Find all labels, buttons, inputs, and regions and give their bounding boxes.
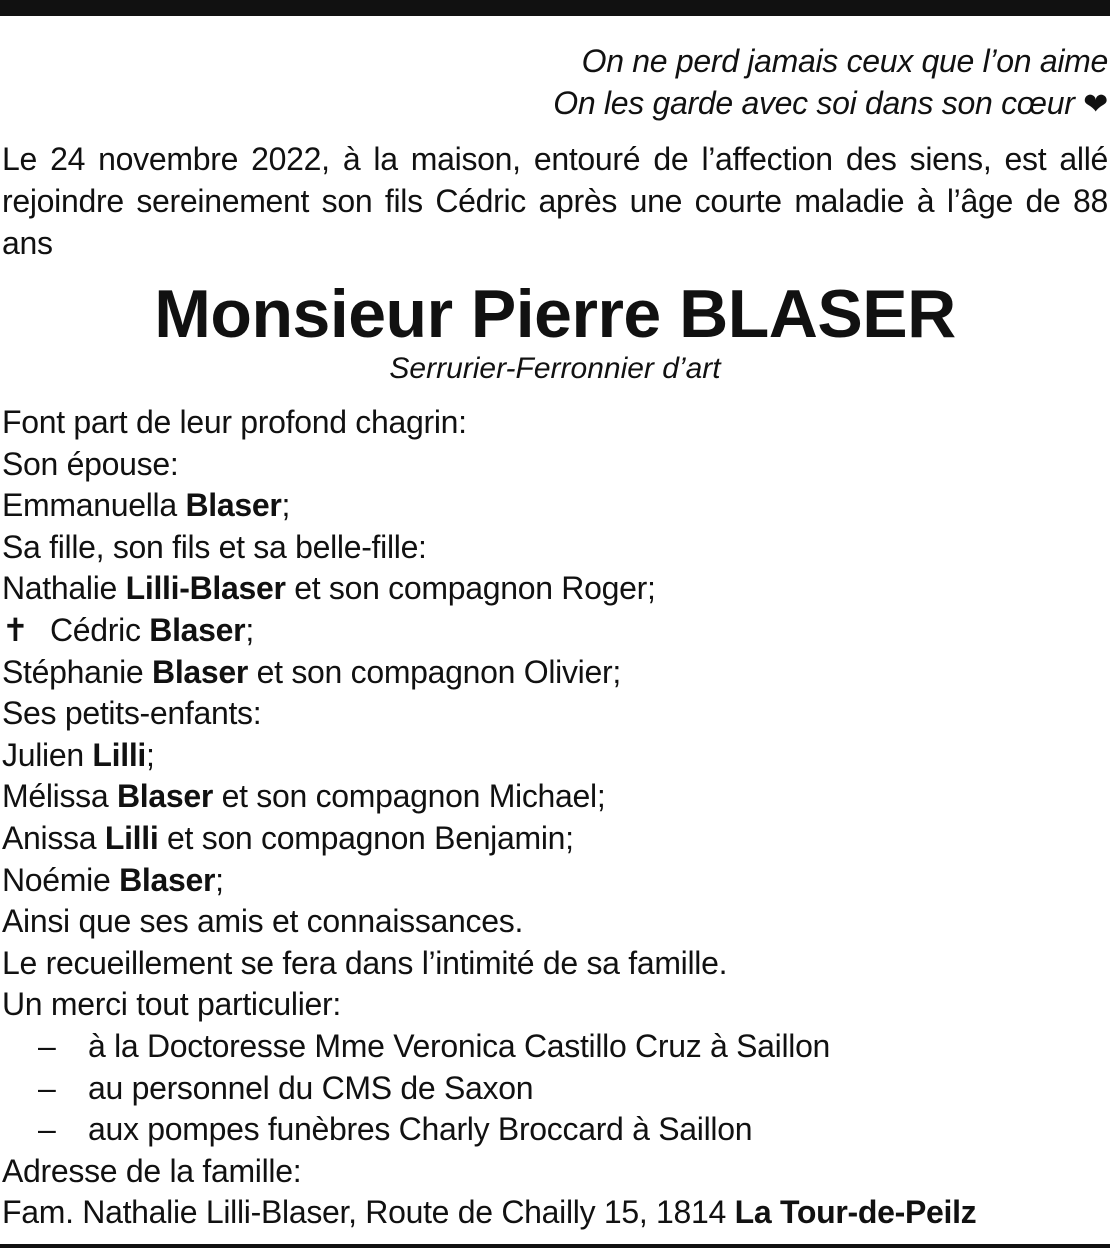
dash-bullet: – (38, 1111, 56, 1148)
bottom-border (0, 1244, 1110, 1248)
top-border (0, 0, 1110, 16)
thanks-item-text: à la Doctoresse Mme Veronica Castillo Cruz à Saillon (88, 1027, 831, 1064)
thanks-item (2, 1109, 1108, 1151)
last-name: Blaser (119, 861, 216, 898)
entry-suffix: et son compagnon Olivier; (248, 653, 621, 690)
heart-icon: ❤ (1083, 88, 1108, 121)
entry-suffix: ; (245, 611, 254, 648)
address-city: La Tour-de-Peilz (734, 1194, 977, 1231)
thanks-heading: Un merci tout particulier: (2, 986, 341, 1023)
epigraph-line-1: On ne perd jamais ceux que l’on aime (581, 43, 1108, 79)
family-list (2, 402, 1108, 1234)
entry-suffix: et son compagnon Roger; (285, 570, 656, 607)
last-name: Blaser (149, 611, 246, 648)
first-name: Noémie (2, 861, 120, 898)
deceased-profession: Serrurier-Ferronnier d’art (389, 352, 721, 385)
spouse-label: Son épouse: (2, 445, 179, 482)
last-name: Blaser (116, 778, 214, 815)
announcement-intro: Le 24 novembre 2022, à la maison, entouré de l’affection des siens, est allé rejoindre sereinement son fils Cédric après une courte maladie à l’âge de 88 ans (2, 141, 1108, 261)
obituary-notice (2, 40, 1108, 1234)
last-name: Lilli (104, 819, 159, 856)
dash-bullet: – (38, 1027, 56, 1064)
entry-suffix: ; (215, 861, 224, 898)
child-entry (2, 652, 1108, 694)
entry-suffix: et son compagnon Michael; (213, 778, 606, 815)
thanks-item (2, 1026, 1108, 1068)
last-name: Blaser (185, 487, 282, 524)
first-name: Julien (2, 736, 93, 773)
deceased-name: Monsieur Pierre BLASER (154, 276, 956, 352)
address-text: Fam. Nathalie Lilli-Blaser, Route de Chailly 15, 1814 (2, 1194, 735, 1231)
last-name: Lilli (92, 736, 147, 773)
ceremony-line: Le recueillement se fera dans l’intimité de sa famille. (2, 944, 728, 981)
first-name: Nathalie (2, 570, 126, 607)
first-name: Stéphanie (2, 653, 153, 690)
grandchild-entry (2, 776, 1108, 818)
child-entry-deceased (2, 610, 1108, 652)
epigraph-line-2-text: On les garde avec soi dans son cœur (553, 85, 1075, 121)
thanks-item-text: aux pompes funèbres Charly Broccard à Saillon (88, 1111, 753, 1148)
address-line (2, 1192, 1108, 1234)
cross-icon: ✝ (2, 611, 29, 648)
spouse-entry (2, 485, 1108, 527)
first-name: Anissa (2, 819, 105, 856)
grandchild-entry (2, 818, 1108, 860)
thanks-item-text: au personnel du CMS de Saxon (88, 1069, 534, 1106)
entry-suffix: et son compagnon Benjamin; (158, 819, 574, 856)
friends-line: Ainsi que ses amis et connaissances. (2, 903, 524, 940)
first-name: Cédric (50, 611, 150, 648)
entry-suffix: ; (146, 736, 155, 773)
grandchildren-label: Ses petits-enfants: (2, 695, 262, 732)
child-entry (2, 568, 1108, 610)
grandchild-entry (2, 735, 1108, 777)
epigraph (2, 40, 1108, 126)
last-name: Blaser (152, 653, 249, 690)
address-label: Adresse de la famille: (2, 1152, 302, 1189)
children-label: Sa fille, son fils et sa belle-fille: (2, 528, 427, 565)
epigraph-line-2 (2, 82, 1108, 126)
first-name: Mélissa (2, 778, 117, 815)
family-heading: Font part de leur profond chagrin: (2, 404, 467, 440)
entry-suffix: ; (281, 487, 291, 524)
last-name: Lilli-Blaser (125, 570, 286, 607)
grandchild-entry (2, 860, 1108, 902)
thanks-item (2, 1068, 1108, 1110)
dash-bullet: – (38, 1069, 56, 1106)
first-name: Emmanuella (2, 487, 186, 524)
